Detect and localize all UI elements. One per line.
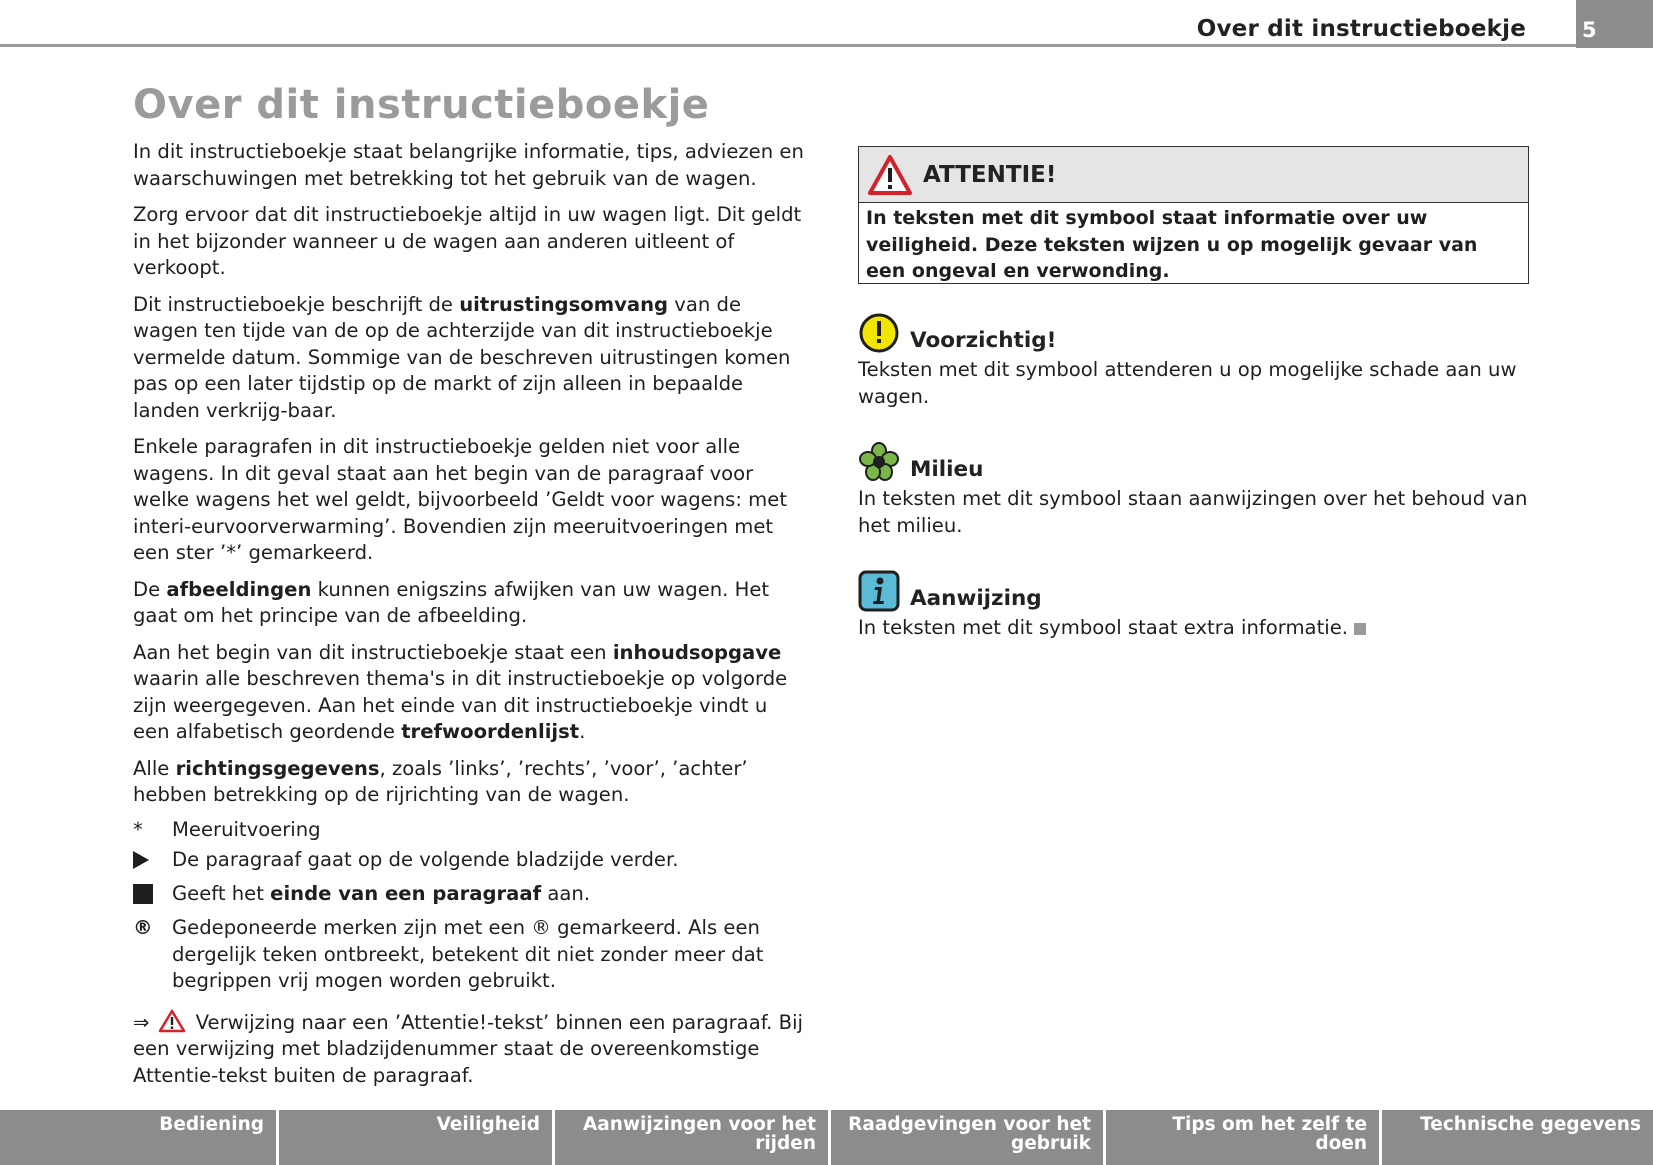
symbol-legend (133, 817, 806, 995)
warning-triangle-icon (158, 1009, 186, 1033)
list-item: Geeft het einde van een paragraaf aan. (133, 881, 806, 912)
environment-note (858, 435, 1538, 539)
registered-symbol: ® (133, 916, 153, 939)
info-note (858, 564, 1538, 642)
attention-box (858, 146, 1529, 284)
tab-veiligheid[interactable]: Veiligheid (279, 1110, 555, 1165)
environment-text: In teksten met dit symbool staan aanwijzingen over het behoud van het milieu. (858, 487, 1528, 537)
tab-bediening[interactable]: Bediening (0, 1110, 279, 1165)
images-paragraph: De afbeeldingen kunnen enigszins afwijken van uw wagen. Het gaat om het principe van de afbeelding. (133, 577, 770, 627)
caution-title: Voorzichtig! (910, 328, 1057, 353)
reference-arrow: ⇒ (133, 1010, 150, 1034)
environment-title: Milieu (910, 457, 984, 482)
attention-text: In teksten met dit symbool staat informatie over uw veiligheid. Deze teksten wijzen u op mogelijk gevaar van een ongeval en verwonding. (866, 207, 1478, 282)
end-of-paragraph-icon (133, 884, 153, 904)
page-number: 5 (1576, 0, 1653, 48)
continue-arrow-icon (133, 851, 149, 869)
contents-paragraph: Aan het begin van dit instructieboekje staat een inhoudsopgave waarin alle beschreven thema's in dit instructieboekje op volgorde zijn weergegeven. Aan het einde van dit instructieboekje vindt u een alfabetisch geordende trefwoordenlijst. (133, 640, 788, 743)
directions-paragraph: Alle richtingsgegevens, zoals ’links’, ’rechts’, ’voor’, ’achter’ hebben betrekking op de rijrichting van de wagen. (133, 756, 748, 806)
star-symbol: * (133, 817, 143, 841)
caution-text: Teksten met dit symbool attenderen u op mogelijke schade aan uw wagen. (858, 358, 1517, 408)
attention-title: ATTENTIE! (923, 161, 1057, 188)
tab-technische-gegevens[interactable]: Technische gegevens (1382, 1110, 1653, 1165)
page-title: Over dit instructieboekje (133, 82, 710, 128)
caution-exclamation-icon (858, 312, 900, 354)
header-title: Over dit instructieboekje (1196, 16, 1526, 42)
info-text: In teksten met dit symbool staat extra informatie. (858, 615, 1538, 642)
caution-note (858, 306, 1538, 410)
left-column (133, 139, 806, 1099)
milieu-flower-icon (858, 441, 900, 483)
tab-tips-zelf-doen[interactable]: Tips om het zelf te doen (1106, 1110, 1382, 1165)
list-item: De paragraaf gaat op de volgende bladzijde verder. (133, 847, 806, 877)
info-title: Aanwijzing (910, 586, 1042, 611)
info-icon (858, 570, 900, 612)
keep-in-car-paragraph: Zorg ervoor dat dit instructieboekje altijd in uw wagen ligt. Dit geldt in het bijzonder wanneer u de wagen aan anderen uitleent of verkoopt. (133, 203, 802, 279)
end-of-paragraph-icon (1354, 623, 1366, 635)
applicability-paragraph: Enkele paragrafen in dit instructieboekje gelden niet voor alle wagens. In dit geval staat aan het begin van de paragraaf voor welke wagens het wel geldt, bijvoorbeeld ’Geldt voor wagens: met interi-eurvoorverwarming’. Bovendien zijn meeruitvoeringen met een ster ’*’ gemarkeerd. (133, 435, 788, 564)
equipment-paragraph: Dit instructieboekje beschrijft de uitrustingsomvang van de wagen ten tijde van de op de achterzijde van dit instructieboekje vermelde datum. Sommige van de beschreven uitrustingen komen pas op een later tijdstip op de markt of zijn alleen in bepaalde landen verkrijg-baar. (133, 292, 791, 422)
header-rule (0, 44, 1576, 47)
intro-paragraph: In dit instructieboekje staat belangrijke informatie, tips, adviezen en waarschuwingen met betrekking tot het gebruik van de wagen. (133, 140, 804, 190)
warning-triangle-icon (867, 154, 913, 196)
attention-header (859, 147, 1528, 203)
footer-nav (0, 1110, 1653, 1165)
tab-raadgevingen-gebruik[interactable]: Raadgevingen voor het gebruik (831, 1110, 1106, 1165)
list-item: * Meeruitvoering (133, 817, 806, 844)
list-item: ® Gedeponeerde merken zijn met een ® gemarkeerd. Als een dergelijk teken ontbreekt, betekent dit niet zonder meer dat begrippen vrij mogen worden gebruikt. (133, 915, 806, 995)
tab-aanwijzingen-rijden[interactable]: Aanwijzingen voor het rijden (555, 1110, 831, 1165)
reference-paragraph: ⇒ Verwijzing naar een ’Attentie!-tekst’ binnen een paragraaf. Bij een verwijzing met bladzijdenummer staat de overeenkomstige Attentie-tekst buiten de paragraaf. (133, 1010, 803, 1087)
